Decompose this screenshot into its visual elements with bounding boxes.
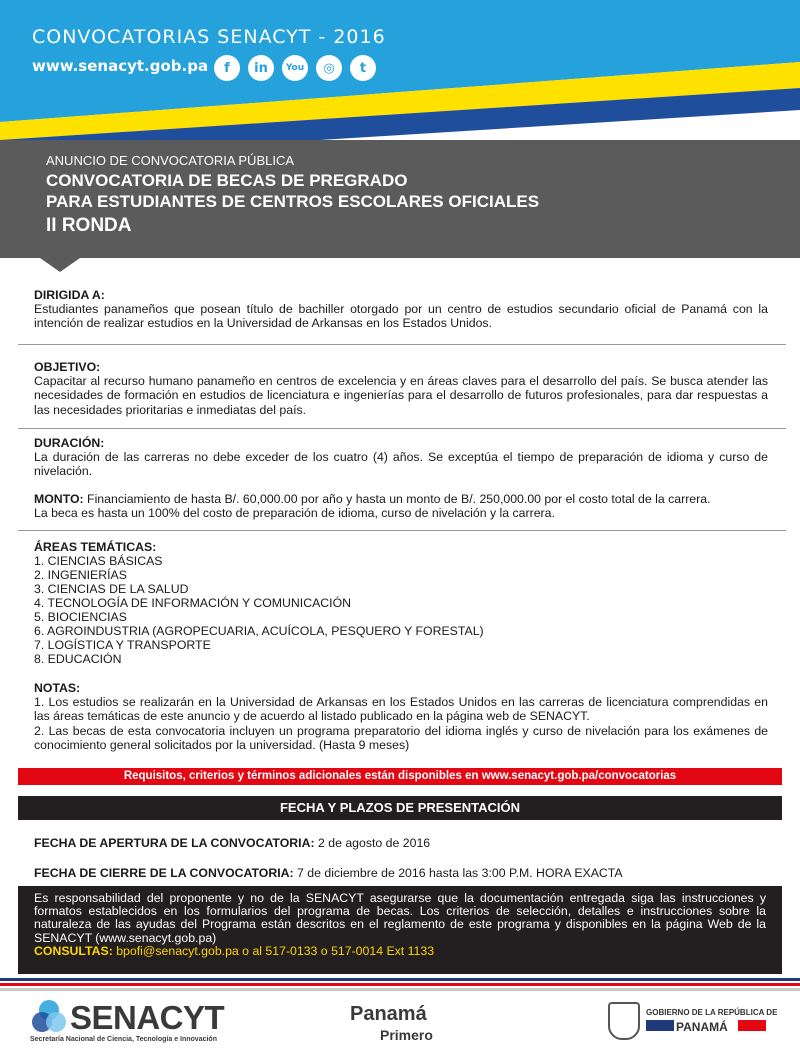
header-background [0, 0, 800, 160]
instagram-icon[interactable]: ◎ [316, 55, 342, 81]
objetivo-label: OBJETIVO: [34, 360, 101, 374]
list-item: 1. CIENCIAS BÁSICAS [34, 554, 163, 568]
requisitos-bar[interactable]: Requisitos, criterios y términos adicionales están disponibles en www.senacyt.gob.pa/convocatorias [18, 768, 782, 785]
apertura-label: FECHA DE APERTURA DE LA CONVOCATORIA: [34, 836, 315, 850]
monto-label: MONTO: [34, 492, 84, 506]
linkedin-icon[interactable]: in [248, 55, 274, 81]
fecha-apertura [34, 836, 430, 850]
twitter-icon[interactable]: t [350, 55, 376, 81]
senacyt-tagline: Secretaría Nacional de Ciencia, Tecnología e Innovación [30, 1036, 217, 1043]
social-icons [214, 55, 376, 81]
section-monto [34, 492, 768, 520]
title-line-3: II RONDA [46, 215, 132, 236]
gobierno-panama: PANAMÁ [676, 1020, 728, 1034]
panama-primero-logo: Panamá [350, 1003, 427, 1025]
senacyt-logo-icon [30, 998, 68, 1036]
cierre-value: 7 de diciembre de 2016 hasta las 3:00 P.M. HORA EXACTA [293, 866, 623, 880]
monto-text-2: La beca es hasta un 100% del costo de preparación de idioma, curso de nivelación y la carrera. [34, 506, 555, 521]
monto-text: Financiamiento de hasta B/. 60,000.00 por año y hasta un monto de B/. 250,000.00 por el costo total de la carrera. [83, 492, 711, 506]
objetivo-text: Capacitar al recurso humano panameño en centros de excelencia y en áreas claves para el desarrollo del país. Se busca atender las necesidades de formación en estudios de licenciatura e ingenierías para el desarrollo de futuros profesionales, para dar respuestas a las necesidades prioritarias e inmediatas del país. [34, 374, 768, 417]
section-areas [34, 540, 768, 666]
section-notas [34, 681, 768, 752]
gov-bar-blue [646, 1020, 674, 1031]
title-line-1: CONVOCATORIA DE BECAS DE PREGRADO [46, 171, 408, 190]
header-banner [0, 0, 800, 160]
announcement-subtitle: ANUNCIO DE CONVOCATORIA PÚBLICA [46, 153, 295, 168]
list-item: 6. AGROINDUSTRIA (AGROPECUARIA, ACUÍCOLA, PESQUERO Y FORESTAL) [34, 624, 484, 638]
divider [18, 428, 786, 429]
flag-stripes [0, 978, 800, 992]
consultas-label: CONSULTAS: [34, 943, 113, 958]
panama-primero-sub: Primero [380, 1027, 433, 1043]
duracion-text: La duración de las carreras no debe exceder de los cuatro (4) años. Se exceptúa el tiempo de preparación de idioma y curso de nivelación. [34, 450, 768, 479]
fecha-cierre [34, 866, 623, 880]
apertura-value: 2 de agosto de 2016 [314, 836, 431, 850]
disclaimer-box [18, 886, 782, 974]
section-duracion [34, 436, 768, 479]
nota-1: 1. Los estudios se realizarán en la Universidad de Arkansas en los Estados Unidos en las carreras de licenciatura comprendidas en las áreas temáticas de este anuncio y de acuerdo al listado publicado en la página web de SENACYT. [34, 695, 768, 724]
divider [18, 344, 786, 345]
fechas-title: FECHA Y PLAZOS DE PRESENTACIÓN [18, 796, 782, 820]
youtube-icon[interactable]: You [282, 55, 308, 81]
dirigida-label: DIRIGIDA A: [34, 288, 105, 302]
list-item: 3. CIENCIAS DE LA SALUD [34, 582, 189, 596]
senacyt-logo-text: SENACYT [70, 999, 225, 1036]
title-block-notch [40, 258, 80, 272]
list-item: 5. BIOCIENCIAS [34, 610, 127, 624]
list-item: 7. LOGÍSTICA Y TRANSPORTE [34, 638, 211, 652]
section-dirigida [34, 288, 768, 331]
title-line-2: PARA ESTUDIANTES DE CENTROS ESCOLARES OFICIALES [46, 192, 540, 211]
facebook-icon[interactable]: f [214, 55, 240, 81]
notas-label: NOTAS: [34, 681, 81, 695]
dirigida-text: Estudiantes panameños que posean título de bachiller otorgado por un centro de estudios secundario oficial de Panamá con la intención de realizar estudios en la Universidad de Arkansas en los Estados Unidos. [34, 302, 768, 331]
gobierno-label: GOBIERNO DE LA REPÚBLICA DE [646, 1008, 778, 1017]
duracion-label: DURACIÓN: [34, 436, 105, 450]
header-title: CONVOCATORIAS SENACYT - 2016 [32, 26, 386, 48]
areas-label: ÁREAS TEMÁTICAS: [34, 540, 157, 554]
list-item: 8. EDUCACIÓN [34, 652, 122, 666]
nota-2: 2. Las becas de esta convocatoria incluyen un programa preparatorio del idioma inglés y curso de nivelación para los exámenes de conocimiento general solicitados por la universidad. (Hasta 9 meses) [34, 723, 768, 752]
consultas-value[interactable]: bpofi@senacyt.gob.pa o al 517-0133 o 517-0014 Ext 1133 [112, 943, 435, 958]
disclaimer-text: Es responsabilidad del proponente y no de la SENACYT asegurarse que la documentación entregada siga las instrucciones y formatos establecidos en los formularios del programa de becas. Los criterios de selección, detalles e instrucciones sobre la naturaleza de las ayudas del Programa están descritos en el reglamento de este programa y disponibles en la página Web de la SENACYT (www.senacyt.gob.pa) [34, 891, 766, 945]
list-item: 4. TECNOLOGÍA DE INFORMACIÓN Y COMUNICACIÓN [34, 596, 352, 610]
cierre-label: FECHA DE CIERRE DE LA CONVOCATORIA: [34, 866, 294, 880]
section-objetivo [34, 360, 768, 417]
coat-of-arms-icon [608, 1002, 640, 1040]
divider [18, 530, 786, 531]
list-item: 2. INGENIERÍAS [34, 568, 127, 582]
gov-bar-red [738, 1020, 766, 1031]
header-url[interactable]: www.senacyt.gob.pa [32, 57, 209, 75]
